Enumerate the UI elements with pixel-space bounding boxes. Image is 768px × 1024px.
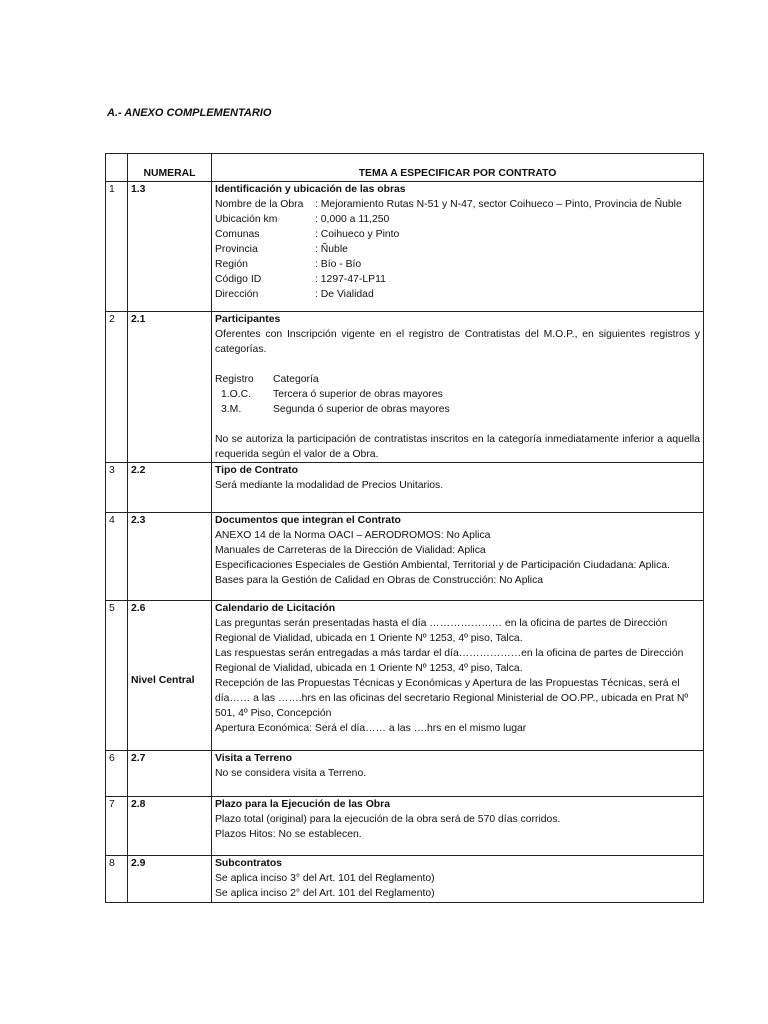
row-index: 5 [106, 601, 128, 751]
registry-category: Tercera ó superior de obras mayores [273, 389, 443, 400]
row-content [212, 463, 704, 513]
row-numeral-sub: Nivel Central [131, 675, 195, 686]
registry-header-registro: Registro [215, 374, 254, 385]
table-row [106, 856, 704, 903]
table-row [106, 312, 704, 463]
field-row [215, 272, 700, 287]
row-content [212, 513, 704, 601]
section-title: Plazo para la Ejecución de las Obra [215, 799, 390, 810]
text-line: Plazos Hitos: No se establecen. [215, 829, 362, 840]
field-row [215, 227, 700, 242]
text-line: Recepción de las Propuestas Técnicas y Económicas y Apertura de las Propuestas Técnicas, será el día…… a las …….hrs en las oficinas del secretario Regional Ministerial de OO.PP., ubicada en Prat Nº 501, 4º Piso, Concepción [215, 678, 689, 719]
header-numeral: NUMERAL [128, 154, 212, 182]
row-index: 6 [106, 751, 128, 797]
text-line: Bases para la Gestión de Calidad en Obras de Construcción: No Aplica [215, 575, 544, 586]
section-title: Visita a Terreno [215, 753, 293, 764]
row-index: 8 [106, 856, 128, 903]
section-title: Identificación y ubicación de las obras [215, 184, 406, 195]
row-numeral: 2.9 [128, 856, 212, 903]
participants-note: No se autoriza la participación de contratistas inscritos en la categoría inmediatamente inferior a aquella requerida según el valor de a Obra. [215, 434, 700, 460]
field-row [215, 287, 700, 302]
row-content [212, 601, 704, 751]
registry-category: Segunda ó superior de obras mayores [273, 404, 450, 415]
row-index: 2 [106, 312, 128, 463]
table-row [106, 463, 704, 513]
row-numeral: 2.3 [128, 513, 212, 601]
registry-code: 3.M. [221, 404, 242, 415]
row-index: 1 [106, 182, 128, 312]
registry-header [215, 372, 700, 387]
field-label: Código ID [215, 274, 262, 285]
section-title: Tipo de Contrato [215, 465, 298, 476]
text-line: Será mediante la modalidad de Precios Unitarios. [215, 480, 444, 491]
row-index: 7 [106, 797, 128, 856]
section-title: Subcontratos [215, 858, 282, 869]
field-row [215, 212, 700, 227]
field-row [215, 257, 700, 272]
text-line: Especificaciones Especiales de Gestión Ambiental, Territorial y de Participación Ciudadana: Aplica. [215, 560, 670, 571]
field-value: : 0,000 a 11,250 [315, 214, 390, 225]
field-value: : 1297-47-LP11 [315, 274, 386, 285]
row-numeral: 2.8 [128, 797, 212, 856]
row-numeral-value: 2.6 [131, 603, 146, 614]
text-line: Las preguntas serán presentadas hasta el día ………………… en la oficina de partes de Dirección Regional de Vialidad, ubicada en 1 Oriente Nº 1253, 4º piso, Talca. [215, 618, 668, 644]
row-index: 4 [106, 513, 128, 601]
table-row [106, 513, 704, 601]
text-line: Las respuestas serán entregadas a más tardar el día………………en la oficina de partes de Dirección Regional de Vialidad, ubicada en 1 Oriente Nº 1253, 4º piso, Talca. [215, 648, 684, 674]
table-header-row [106, 154, 704, 182]
text-line: Se aplica inciso 2° del Art. 101 del Reglamento) [215, 888, 435, 899]
row-index: 3 [106, 463, 128, 513]
text-line: Apertura Económica: Será el día…… a las ….hrs en el mismo lugar [215, 723, 527, 734]
row-numeral: 1.3 [128, 182, 212, 312]
field-value: : Coihueco y Pinto [315, 229, 400, 240]
row-numeral: 2.2 [128, 463, 212, 513]
row-content [212, 182, 704, 312]
text-line: No se considera visita a Terreno. [215, 768, 367, 779]
row-content [212, 312, 704, 463]
document-title: A.- ANEXO COMPLEMENTARIO [107, 107, 272, 119]
field-label: Dirección [215, 289, 259, 300]
field-label: Región [215, 259, 248, 270]
participants-intro: Oferentes con Inscripción vigente en el registro de Contratistas del M.O.P., en siguientes registros y categorías. [215, 329, 700, 355]
field-value: : Ñuble [315, 244, 348, 255]
text-line: Manuales de Carreteras de la Dirección de Vialidad: Aplica [215, 545, 486, 556]
header-index [106, 154, 128, 182]
text-line: Plazo total (original) para la ejecución de la obra será de 570 días corridos. [215, 814, 561, 825]
registry-header-categoria: Categoría [273, 374, 319, 385]
field-label: Provincia [215, 244, 258, 255]
registry-row [215, 387, 700, 402]
field-label: Nombre de la Obra [215, 199, 304, 210]
row-numeral: 2.7 [128, 751, 212, 797]
field-value: : De Vialidad [315, 289, 374, 300]
field-row [215, 242, 700, 257]
registry-row [215, 402, 700, 417]
table-row [106, 601, 704, 751]
registry-code: 1.O.C. [221, 389, 252, 400]
row-numeral [128, 601, 212, 751]
row-content [212, 856, 704, 903]
row-numeral: 2.1 [128, 312, 212, 463]
section-title: Calendario de Licitación [215, 603, 336, 614]
table-row [106, 751, 704, 797]
text-line: Se aplica inciso 3° del Art. 101 del Reglamento) [215, 873, 435, 884]
field-value: : Mejoramiento Rutas N-51 y N-47, sector Coihueco – Pinto, Provincia de Ñuble [315, 199, 682, 210]
section-title: Documentos que integran el Contrato [215, 515, 401, 526]
header-topic: TEMA A ESPECIFICAR POR CONTRATO [212, 154, 704, 182]
table-row [106, 182, 704, 312]
field-label: Comunas [215, 229, 260, 240]
row-content [212, 797, 704, 856]
annex-table [105, 153, 704, 903]
text-line: ANEXO 14 de la Norma OACI – AERODROMOS: No Aplica [215, 530, 491, 541]
field-value: : Bío - Bío [315, 259, 362, 270]
row-content [212, 751, 704, 797]
field-label: Ubicación km [215, 214, 278, 225]
section-title: Participantes [215, 314, 281, 325]
table-row [106, 797, 704, 856]
field-row [215, 197, 700, 212]
